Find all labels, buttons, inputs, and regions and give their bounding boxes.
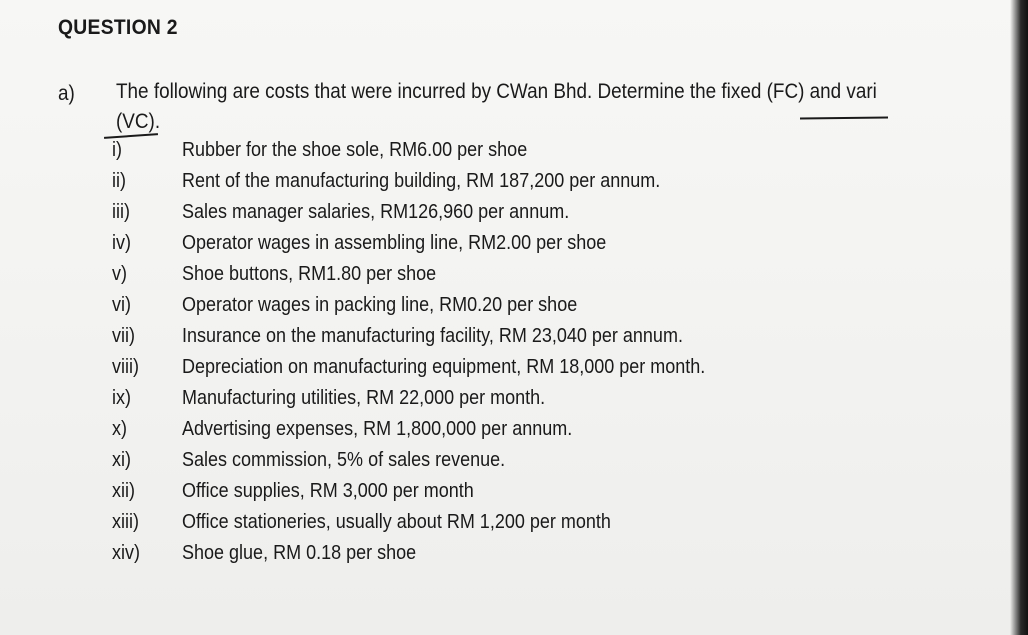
item-text: Manufacturing utilities, RM 22,000 per month. (182, 387, 546, 409)
item-number: iii) (112, 201, 130, 223)
list-item (0, 292, 1010, 323)
item-text: Shoe buttons, RM1.80 per shoe (182, 263, 437, 285)
item-number: x) (112, 418, 128, 440)
question-title: QUESTION 2 (58, 16, 178, 39)
item-number: vii) (112, 325, 135, 347)
list-item (0, 416, 1010, 447)
item-number: xiii) (112, 511, 139, 533)
list-item (0, 230, 1010, 261)
list-item (0, 478, 1010, 509)
list-item (0, 509, 1010, 540)
item-text: Advertising expenses, RM 1,800,000 per annum. (182, 418, 573, 440)
item-text: Office stationeries, usually about RM 1,200 per month (182, 511, 611, 533)
list-item (0, 137, 1010, 168)
list-item (0, 168, 1010, 199)
item-number: ii) (112, 170, 126, 192)
list-item (0, 354, 1010, 385)
intro-line-1: The following are costs that were incurred by CWan Bhd. Determine the fixed (FC) and vari (116, 80, 877, 103)
list-item (0, 323, 1010, 354)
item-text: Sales manager salaries, RM126,960 per annum. (182, 201, 570, 223)
item-text: Rent of the manufacturing building, RM 187,200 per annum. (182, 170, 661, 192)
item-text: Depreciation on manufacturing equipment, RM 18,000 per month. (182, 356, 706, 378)
handwritten-underline-fixed (800, 117, 888, 120)
item-number: xi) (112, 449, 131, 471)
list-item (0, 447, 1010, 478)
list-item (0, 540, 1010, 571)
item-text: Insurance on the manufacturing facility, RM 23,040 per annum. (182, 325, 683, 347)
item-number: ix) (112, 387, 131, 409)
item-text: Sales commission, 5% of sales revenue. (182, 449, 506, 471)
item-text: Rubber for the shoe sole, RM6.00 per shoe (182, 139, 528, 161)
part-label: a) (58, 82, 75, 105)
item-text: Operator wages in packing line, RM0.20 per shoe (182, 294, 578, 316)
item-text: Operator wages in assembling line, RM2.00 per shoe (182, 232, 607, 254)
item-number: iv) (112, 232, 131, 254)
item-number: i) (112, 139, 122, 161)
item-text: Shoe glue, RM 0.18 per shoe (182, 542, 417, 564)
item-number: vi) (112, 294, 131, 316)
item-text: Office supplies, RM 3,000 per month (182, 480, 474, 502)
item-number: v) (112, 263, 128, 285)
page-edge-shadow (1010, 0, 1028, 635)
item-number: xiv) (112, 542, 140, 564)
intro-line-2: (VC). (116, 110, 161, 133)
item-number: viii) (112, 356, 139, 378)
cost-items-list (0, 137, 1010, 571)
list-item (0, 261, 1010, 292)
list-item (0, 199, 1010, 230)
item-number: xii) (112, 480, 135, 502)
list-item (0, 385, 1010, 416)
